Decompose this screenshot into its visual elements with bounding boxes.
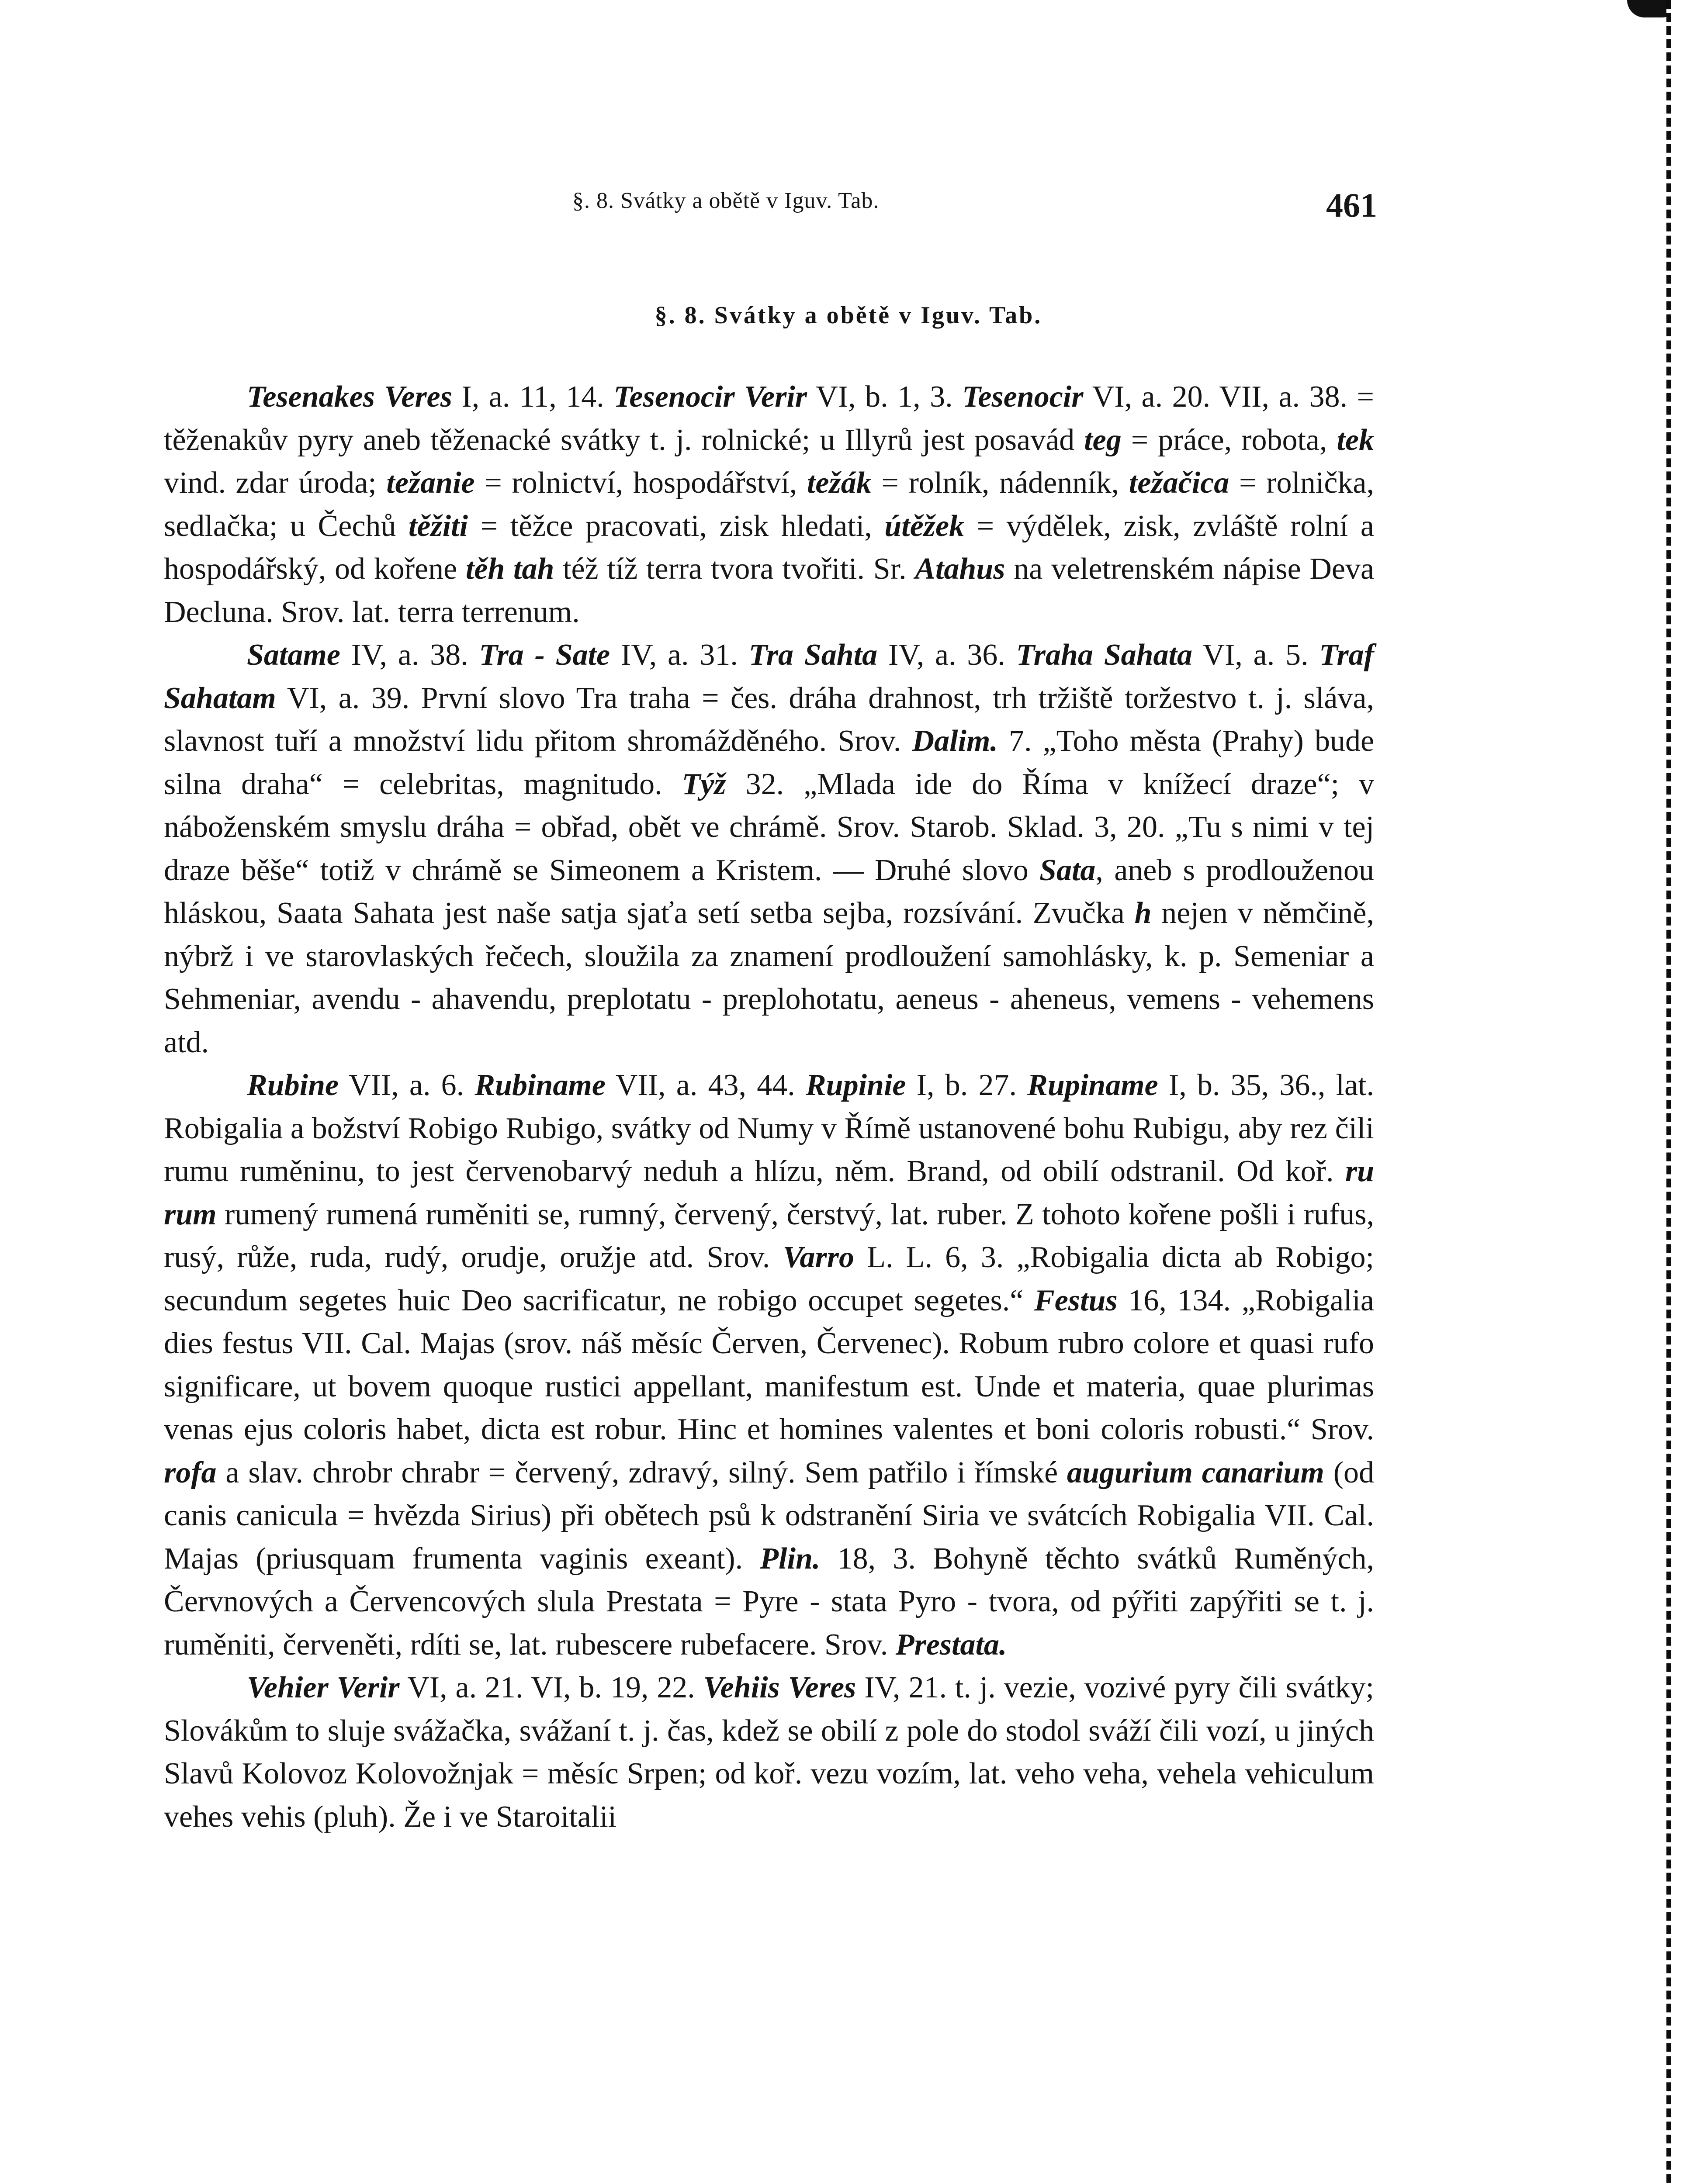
italic-term: augurium canarium: [1067, 1455, 1324, 1489]
text-run: = těžce pracovati, zisk hledati,: [468, 509, 885, 543]
italic-term: Tesenocir Verir: [613, 380, 807, 414]
italic-term: težačica: [1129, 466, 1229, 500]
text-run: 18, 3. Bohyně těchto svátků Ruměných, Červnových a Červencových slula Prestata = Pyre - stata Pyro - tvora, od pýřiti zapýřiti se t. j. ruměniti, červeněti, rdíti se, lat. rubescere rubefacere. Srov.: [164, 1541, 1374, 1662]
text-run: VI, a. 39. První slovo Tra traha = čes. dráha drahnost, trh tržiště toržestvo t. j. sláva, slavnost tuří a množství lidu přitom shromážděného. Srov.: [164, 681, 1374, 758]
italic-term: Vehiis Veres: [703, 1671, 856, 1704]
italic-term: Sata: [1039, 853, 1096, 887]
italic-term: Tra Sahta: [748, 638, 878, 672]
text-run: rumený rumená ruměniti se, rumný, červený, čerstvý, lat. ruber. Z tohoto kořene pošli i rufus, rusý, růže, ruda, rudý, orudje, oružje atd. Srov.: [164, 1197, 1374, 1274]
text-run: 16, 134. „Robigalia dies festus VII. Cal. Majas (srov. náš měsíc Červen, Červenec). Robum rubro colore et quasi rufo significare, ut bovem quoque rustici appellant, manifestum est. Unde et materia, quae plurimas venas ejus coloris habet, dicta est robur. Hinc et homines valentes et boni coloris robusti.“ Srov.: [164, 1283, 1374, 1446]
italic-term: tek: [1337, 423, 1374, 457]
text-run: VI, a. 21. VI, b. 19, 22.: [399, 1671, 703, 1704]
text-run: a slav. chrobr chrabr = červený, zdravý, silný. Sem patřilo i římské: [216, 1455, 1067, 1489]
text-run: 7. „Toho města (Prahy) bude silna draha“ = celebritas, magnitudo.: [164, 724, 1375, 801]
text-run: , aneb s prodlouženou hláskou, Saata Sahata jest naše satja sjaťa setí setba sejba, rozsívání. Zvučka: [164, 853, 1375, 930]
text-run: 32. „Mlada ide do Říma v knížecí draze“; v náboženském smyslu dráha = obřad, obět ve chrámě. Srov. Starob. Sklad. 3, 20. „Tu s nimi v tej draze běše“ totiž v chrámě se Simeonem a Kristem. — Druhé slovo: [164, 767, 1375, 887]
paragraph-tesenakes: [164, 376, 1374, 634]
text-run: nejen v němčině, nýbrž i ve starovlaských řečech, sloužila za znamení prodloužení samohlásky, k. p. Semeniar a Sehmeniar, avendu - ahavendu, preplotatu - preplohotatu, aeneus - aheneus, vemens - vehemens atd.: [164, 896, 1374, 1059]
italic-term: teg: [1084, 423, 1122, 457]
italic-term: Satame: [247, 638, 340, 672]
text-run: na veletrenském nápise Deva Decluna. Srov. lat. terra terrenum.: [164, 552, 1375, 629]
italic-term: těh tah: [465, 552, 554, 586]
italic-term: težanie: [386, 466, 475, 500]
text-run: IV, 21. t. j. vezie, vozivé pyry čili svátky; Slovákům to sluje svážačka, svážaní t. j. čas, kdež se obilí z pole do stodol sváží čili vozí, u jiných Slavů Kolovoz Kolovožnjak = měsíc Srpen; od koř. vezu vozím, lat. veho veha, vehela vehiculum vehes vehis (pluh). Že i ve Staroitalii: [164, 1671, 1374, 1834]
italic-term: Traha Sahata: [1016, 638, 1193, 672]
page-number: 461: [1326, 186, 1377, 224]
text-run: I, b. 27.: [906, 1068, 1028, 1102]
text-run: = rolnička, sedlačka; u Čechů: [164, 466, 1375, 543]
text-run: I, b. 35, 36., lat. Robigalia a božství Robigo Rubigo, svátky od Numy v Římě ustanovené bohu Rubigu, aby rez čili rumu ruměninu, to jest červenobarvý neduh a hlízu, něm. Brand, od obilí odstranil. Od koř.: [164, 1068, 1375, 1188]
text-run: = výdělek, zisk, zvláště rolní a hospodářský, od kořene: [164, 509, 1374, 586]
italic-term: težák: [807, 466, 872, 500]
text-run: = práce, robota,: [1121, 423, 1337, 457]
italic-term: Prestata.: [895, 1628, 1007, 1662]
italic-term: rofa: [164, 1455, 217, 1489]
italic-term: ru rum: [164, 1154, 1374, 1231]
paragraph-rubine: [164, 1064, 1374, 1666]
text-run: VII, a. 43, 44.: [605, 1068, 806, 1102]
italic-term: Rubine: [247, 1068, 339, 1102]
italic-term: Festus: [1034, 1283, 1118, 1317]
text-run: VI, a. 5.: [1192, 638, 1320, 672]
body-text: [164, 376, 1374, 1838]
italic-term: Dalim.: [912, 724, 998, 758]
text-run: = rolník, nádenník,: [871, 466, 1129, 500]
text-run: (od canis canicula = hvězda Sirius) při obětech psů k odstranění Siria ve svátcích Robigalia VII. Cal. Majas (priusquam frumenta vaginis exeant).: [164, 1455, 1374, 1576]
text-run: VI, b. 1, 3.: [807, 380, 963, 414]
text-run: též tíž terra tvora tvořiti. Sr.: [554, 552, 915, 586]
italic-term: Tra - Sate: [479, 638, 610, 672]
italic-term: Varro: [783, 1241, 855, 1274]
italic-term: Rupiname: [1027, 1068, 1158, 1102]
italic-term: útěžek: [884, 509, 965, 543]
italic-term: Rubiname: [474, 1068, 606, 1102]
text-run: L. L. 6, 3. „Robigalia dicta ab Robigo; secundum segetes huic Deo sacrificatur, ne robigo occupet segetes.“: [164, 1241, 1374, 1317]
italic-term: Týž: [682, 767, 726, 801]
section-title: §. 8. Svátky a obětě v Iguv. Tab.: [655, 302, 1042, 329]
italic-term: Rupinie: [805, 1068, 906, 1102]
text-run: IV, a. 38.: [340, 638, 479, 672]
paragraph-vehier: [164, 1666, 1374, 1838]
italic-term: Tesenocir: [962, 380, 1084, 414]
text-run: I, a. 11, 14.: [452, 380, 614, 414]
italic-term: Atahus: [915, 552, 1005, 586]
text-run: IV, a. 31.: [610, 638, 749, 672]
text-run: VI, a. 20. VII, a. 38. = těženakův pyry aneb těženacké svátky t. j. rolnické; u Illyrů jest posavád: [164, 380, 1374, 457]
italic-term: Tesenakes Veres: [247, 380, 452, 414]
text-run: VII, a. 6.: [339, 1068, 475, 1102]
italic-term: Plin.: [760, 1541, 821, 1576]
italic-term: h: [1134, 896, 1152, 930]
paragraph-satame: [164, 634, 1374, 1064]
running-head: §. 8. Svátky a obětě v Iguv. Tab.: [572, 188, 880, 213]
text-run: IV, a. 36.: [877, 638, 1016, 672]
italic-term: Vehier Verir: [247, 1671, 400, 1704]
italic-term: Traf Sahatam: [164, 638, 1374, 715]
italic-term: těžiti: [408, 509, 468, 543]
text-run: vind. zdar úroda;: [164, 466, 387, 500]
text-run: = rolnictví, hospodářství,: [474, 466, 807, 500]
